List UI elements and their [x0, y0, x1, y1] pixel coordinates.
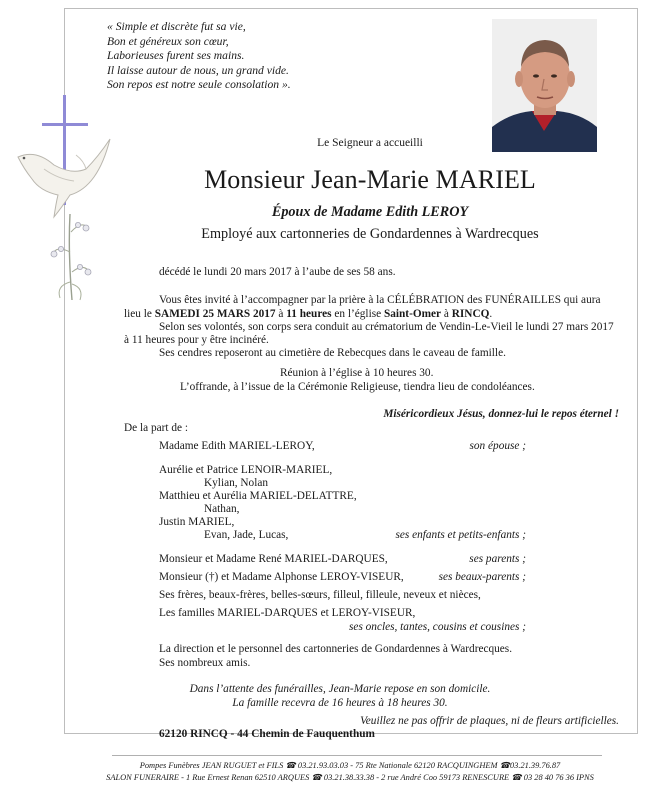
funeral-home-line: Pompes Funèbres JEAN RUGUET et FILS ☎ 03.21.93.03.03 - 75 Rte Nationale 62120 RACQUINGHEM ☎03.21.39.76.87	[139, 761, 561, 770]
invitation-line-1: Vous êtes invité à l’accompagner par la prière à la CÉLÉBRATION des FUNÉRAILLES qui aura	[159, 294, 601, 306]
ashes-line: Ses cendres reposeront au cimetière de Rebecques dans le caveau de famille.	[159, 347, 506, 359]
inlaws-name: Monsieur (†) et Madame Alphonse LEROY-VISEUR,	[159, 571, 404, 583]
cremation-line-1: Selon ses volontés, son corps sera conduit au crématorium de Vendin-Le-Vieil le lundi 27 mars 2017	[159, 321, 614, 333]
families-line: Les familles MARIEL-DARQUES et LEROY-VISEUR,	[159, 607, 416, 619]
occupation-line: Employé aux cartonneries de Gondardennes à Wardrecques	[201, 226, 539, 242]
text: en l’église	[331, 308, 384, 320]
meeting-line: Réunion à l’église à 10 heures 30.	[280, 367, 434, 379]
prayer-line: Miséricordieux Jésus, donnez-lui le repos éternel !	[383, 408, 619, 420]
cremation-line-2: à 11 heures pour y être incinéré.	[124, 334, 269, 346]
inlaws-role: ses beaux-parents ;	[438, 571, 526, 583]
text: à	[275, 308, 287, 320]
child-line: Justin MARIEL,	[159, 516, 235, 528]
church-town: RINCQ	[451, 308, 490, 320]
grandchildren-line: Nathan,	[204, 503, 240, 515]
offering-line: L’offrande, à l’issue de la Cérémonie Religieuse, tiendra lieu de condoléances.	[180, 381, 535, 393]
home-address: 62120 RINCQ - 44 Chemin de Fauquenthum	[159, 728, 375, 740]
text: à	[441, 308, 452, 320]
portrait-photo	[492, 19, 597, 152]
text: lieu le	[124, 308, 155, 320]
church-name: Saint-Omer	[383, 308, 442, 320]
grandchildren-line: Kylian, Nolan	[204, 477, 269, 489]
invitation-line-2	[124, 308, 492, 320]
spouse-role: son épouse ;	[469, 440, 526, 452]
text: .	[489, 308, 493, 320]
funeral-salon-line: SALON FUNERAIRE - 1 Rue Ernest Renan 62510 ARQUES ☎ 03.21.38.33.38 - 2 rue André Coo 59173 RENESCURE ☎ 03 28 40 76 36 IPNS	[106, 773, 594, 782]
poem	[107, 20, 407, 93]
company-line: La direction et le personnel des cartonneries de Gondardennes à Wardrecques.	[159, 643, 513, 655]
spouse-line: Époux de Madame Edith LEROY	[271, 204, 469, 220]
lily-of-the-valley-icon	[48, 212, 92, 307]
children-role: ses enfants et petits-enfants ;	[395, 529, 526, 541]
siblings-line: Ses frères, beaux-frères, belles-sœurs, filleul, filleule, neveux et nièces,	[159, 589, 481, 601]
poem-line: Il laisse autour de nous, un grand vide.	[107, 63, 289, 77]
poem-line: Son repos est notre seule consolation ».	[107, 78, 291, 92]
parents-role: ses parents ;	[469, 553, 526, 565]
rest-notice: Dans l’attente des funérailles, Jean-Marie repose en son domicile.	[189, 683, 491, 695]
poem-line: « Simple et discrète fut sa vie,	[107, 20, 246, 33]
family-intro: De la part de :	[124, 422, 188, 434]
greeting: Le Seigneur a accueilli	[317, 137, 423, 149]
funeral-time: 11 heures	[286, 308, 332, 320]
footer-divider	[112, 755, 602, 756]
spouse-name: Madame Edith MARIEL-LEROY,	[159, 440, 315, 452]
poem-line: Laborieuses furent ses mains.	[107, 49, 245, 63]
grandchildren-line: Evan, Jade, Lucas,	[204, 529, 289, 541]
families-role: ses oncles, tantes, cousins et cousines ;	[349, 621, 526, 633]
child-line: Aurélie et Patrice LENOIR-MARIEL,	[159, 464, 333, 476]
funeral-date: SAMEDI 25 MARS 2017	[154, 308, 276, 320]
poem-line: Bon et généreux son cœur,	[107, 34, 229, 48]
friends-line: Ses nombreux amis.	[159, 657, 251, 669]
child-line: Matthieu et Aurélia MARIEL-DELATTRE,	[159, 490, 357, 502]
deceased-name: Monsieur Jean-Marie MARIEL	[204, 165, 536, 194]
parents-name: Monsieur et Madame René MARIEL-DARQUES,	[159, 553, 388, 565]
death-notice: décédé le lundi 20 mars 2017 à l’aube de ses 58 ans.	[159, 266, 396, 278]
no-flowers-notice: Veuillez ne pas offrir de plaques, ni de fleurs artificielles.	[360, 715, 619, 727]
visiting-hours: La famille recevra de 16 heures à 18 heures 30.	[232, 697, 448, 709]
